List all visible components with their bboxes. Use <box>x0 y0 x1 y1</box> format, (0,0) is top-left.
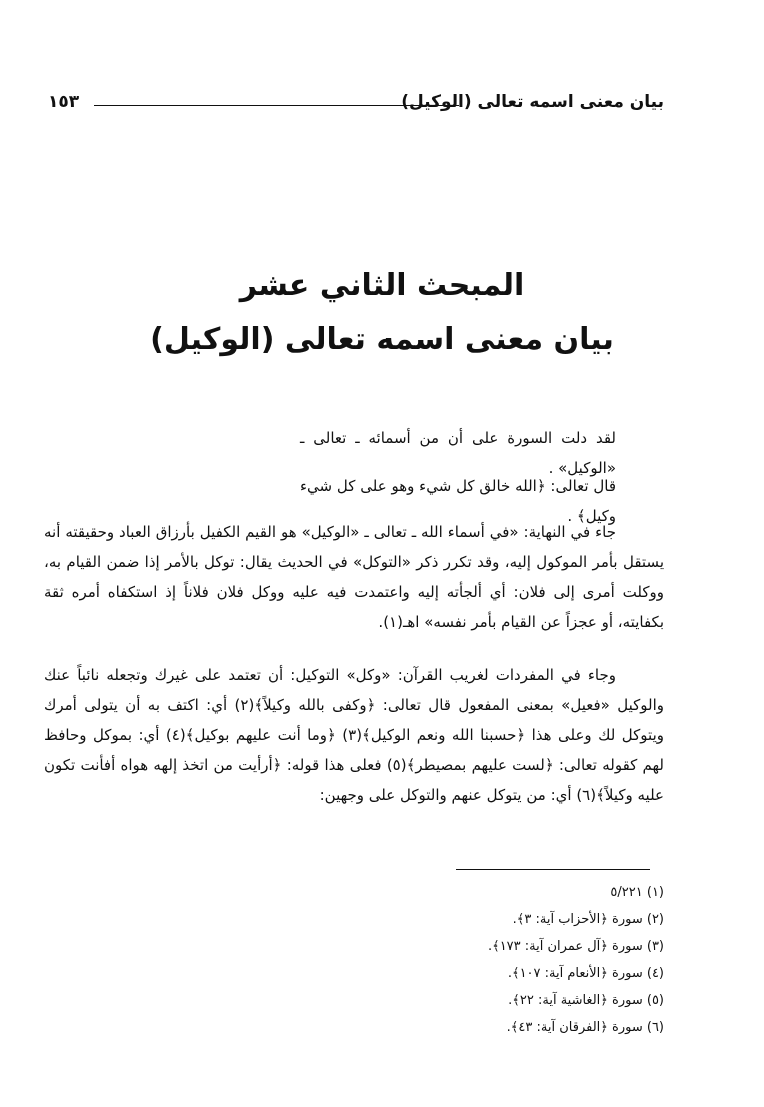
footnotes-list <box>364 879 664 1041</box>
paragraph-nihaya-quote: جاء في النهاية: «في أسماء الله ـ تعالى ـ «الوكيل» هو القيم الكفيل بأرزاق العباد وحقيقته أنه يستقل بأمر الموكول إليه، وقد تكرر ذكر «التوكل» في الحديث يقال: توكل بالأمر إذا ضمن القيام به، ووكلت أمرى إلى فلان: أي ألجأته إليه واعتمدت فيه عليه ووكل فلان فلاناً إذ استكفاه أمره ثقة بكفايته، أو عجزاً عن القيام بأمر نفسه» اهـ(١). <box>44 523 664 631</box>
section-subtitle: بيان معنى اسمه تعالى (الوكيل) <box>150 322 614 357</box>
header-rule <box>94 105 459 106</box>
page-number: ١٥٣ <box>48 92 80 112</box>
running-header <box>48 92 664 114</box>
footnote: (١) ٥/٢٢١ <box>610 885 664 900</box>
footnote: (٥) سورة ﴿الغاشية آية: ٢٢﴾. <box>508 993 664 1008</box>
footnote: (٢) سورة ﴿الأحزاب آية: ٣﴾. <box>512 912 664 927</box>
paragraph-mufradat-quote: وجاء في المفردات لغريب القرآن: «وكل» التوكيل: أن تعتمد على غيرك وتجعله نائباً عنك والوكيل «فعيل» بمعنى المفعول قال تعالى: ﴿وكفى بالله وكيلاً﴾(٢) أي: اكتف به أن يتولى أمرك ويتوكل لك وعلى هذا ﴿حسبنا الله ونعم الوكيل﴾(٣) ﴿وما أنت عليهم بوكيل﴾(٤) أي: بموكل وحافظ لهم كقوله تعالى: ﴿لست عليهم بمصيطر﴾(٥) فعلى هذا قوله: ﴿أرأيت من اتخذ إلهه هواه أفأنت تكون عليه وكيلاً﴾(٦) أي: من يتوكل عنهم والتوكل على وجهين: <box>44 666 664 804</box>
paragraph-intro: لقد دلت السورة على أن من أسمائه ـ تعالى ـ «الوكيل» . <box>300 429 616 477</box>
footnote: (٣) سورة ﴿آل عمران آية: ١٧٣﴾. <box>487 939 664 954</box>
footnote: (٤) سورة ﴿الأنعام آية: ١٠٧﴾. <box>507 966 664 981</box>
footnote-rule <box>456 869 650 870</box>
footnote: (٦) سورة ﴿الفرقان آية: ٤٣﴾. <box>506 1020 664 1035</box>
running-header-title: بيان معنى اسمه تعالى (الوكيل) <box>401 92 664 112</box>
section-heading: المبحث الثاني عشر <box>239 268 525 303</box>
paragraph-quran-verse: قال تعالى: ﴿الله خالق كل شيء وهو على كل شيء وكيل﴾ . <box>300 477 616 525</box>
